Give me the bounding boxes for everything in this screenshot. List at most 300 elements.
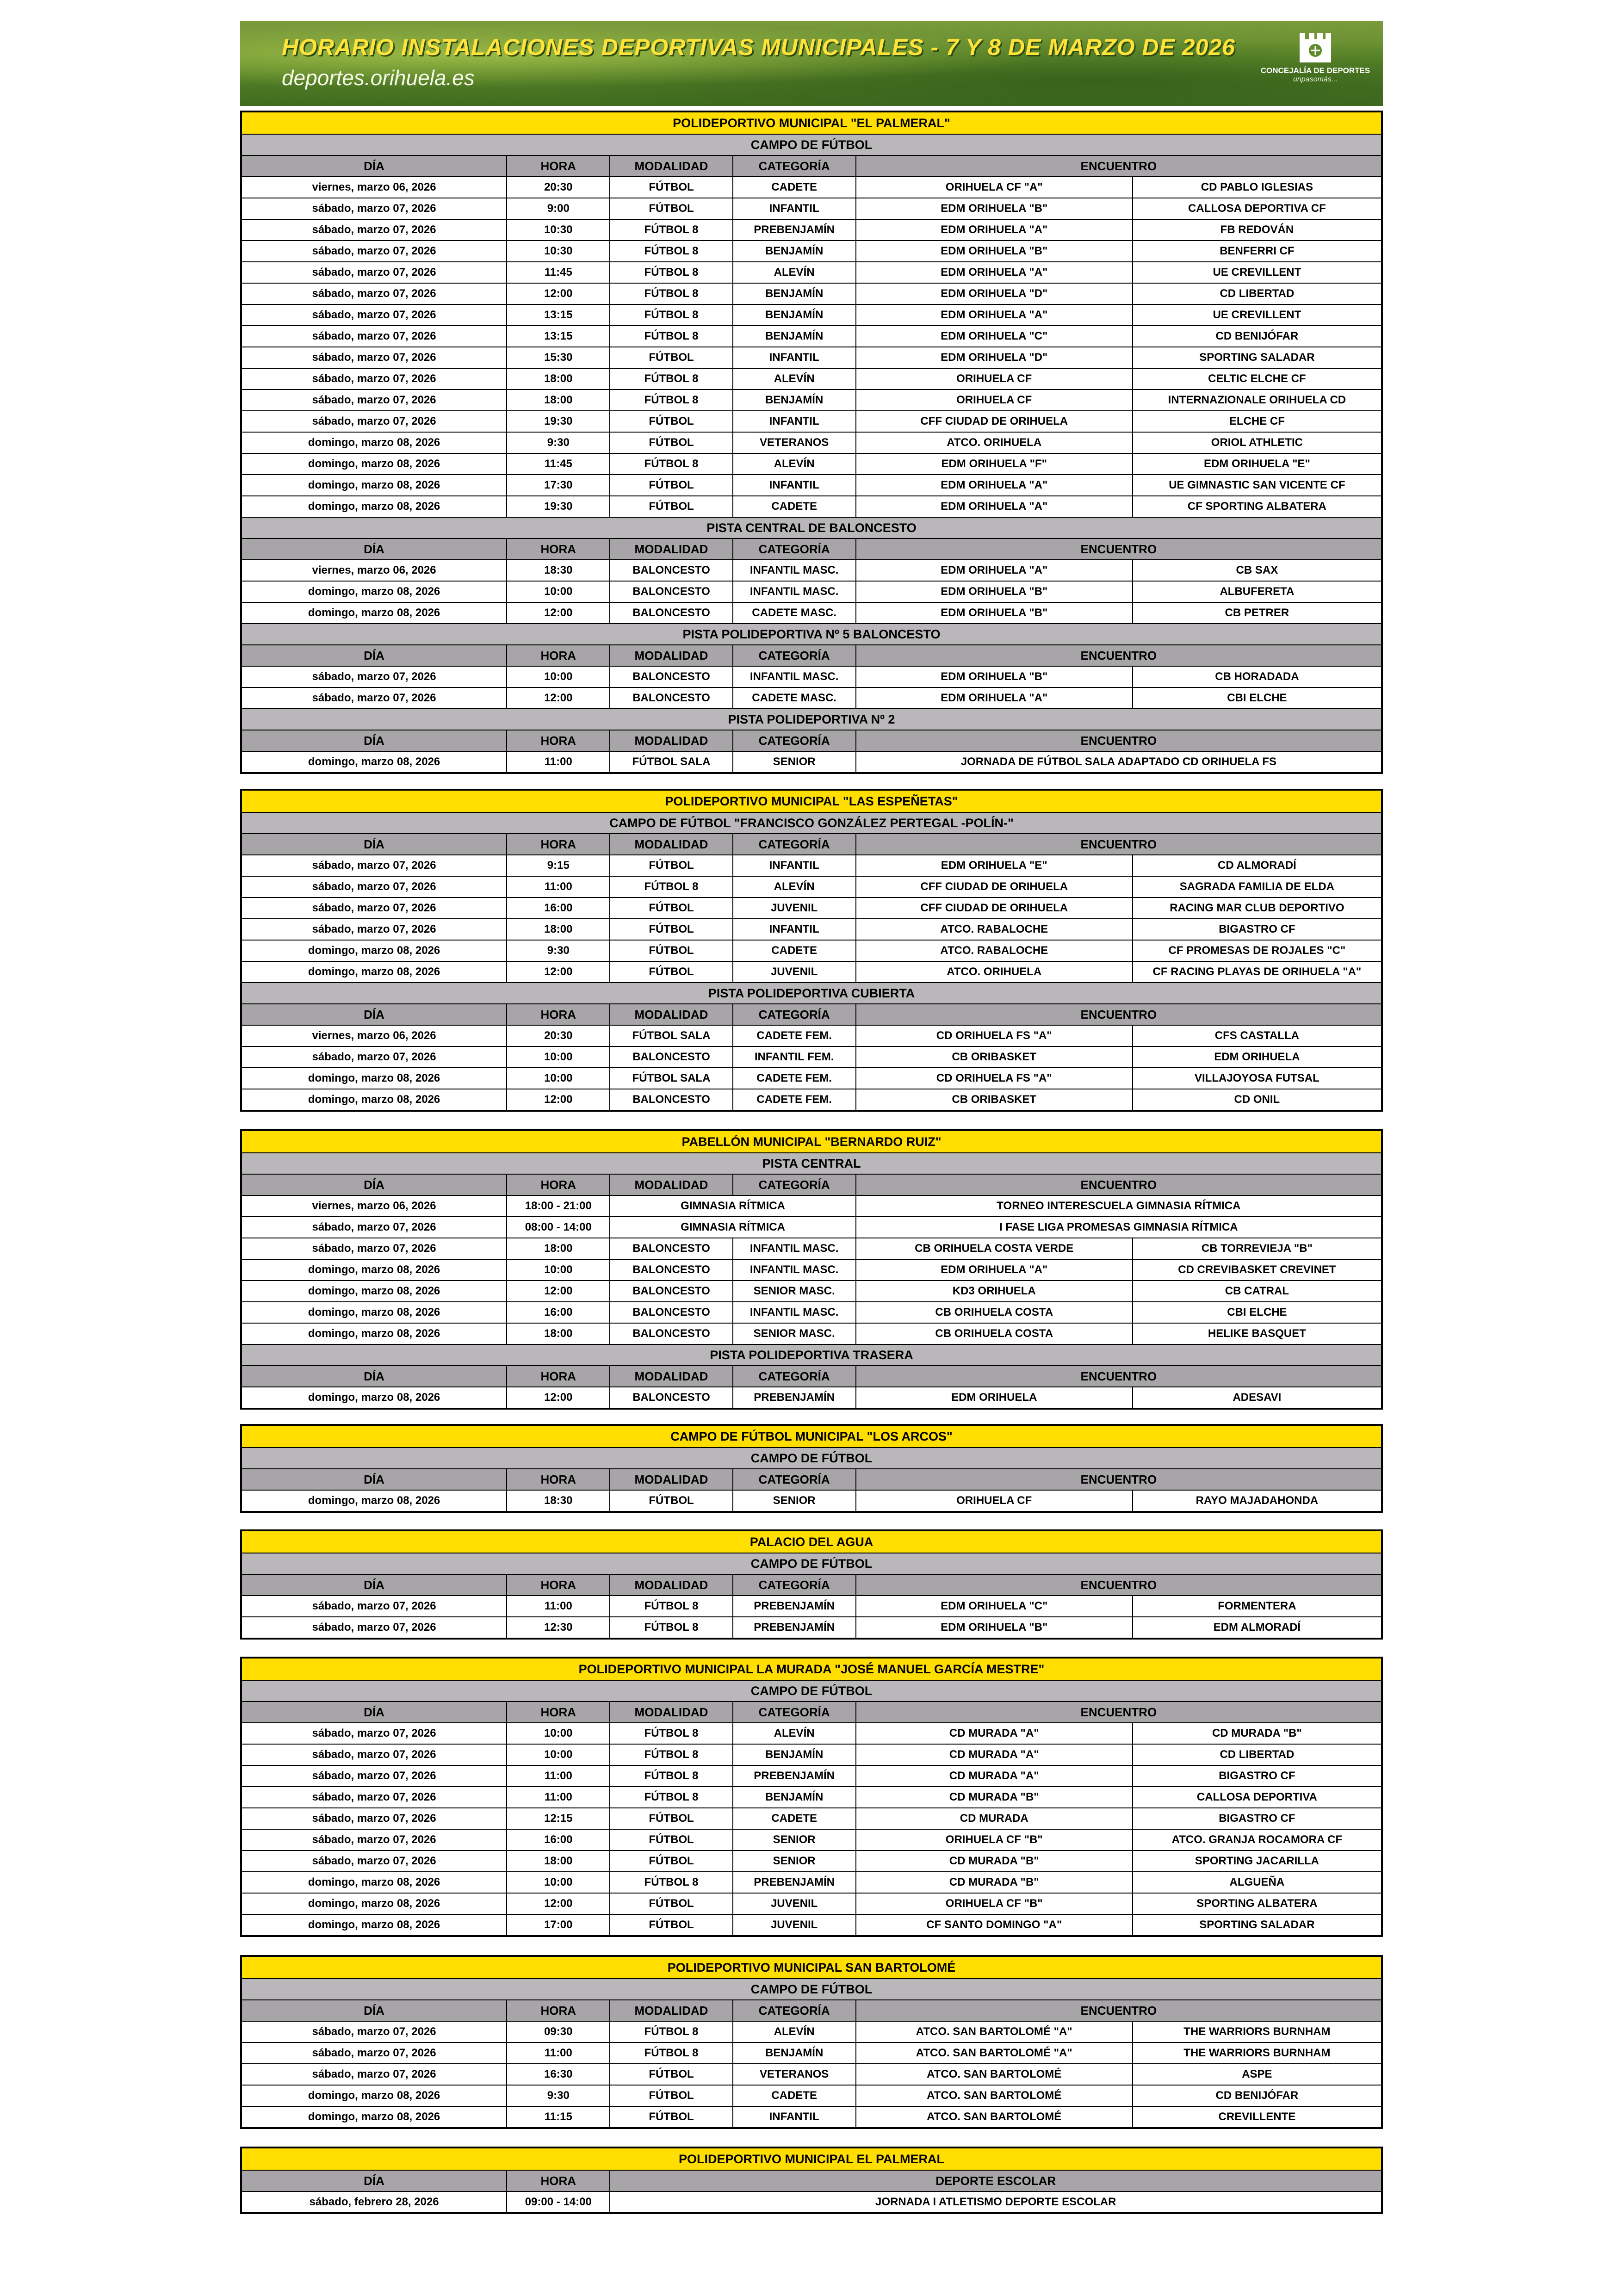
day-cell: sábado, marzo 07, 2026: [312, 1748, 436, 1761]
schedule-row: [242, 347, 1381, 368]
category-cell: ALEVÍN: [732, 2022, 855, 2042]
schedule-row: [242, 1089, 1381, 1110]
away-team-cell: EDM ALMORADÍ: [1132, 1617, 1381, 1638]
day-cell: sábado, febrero 28, 2026: [309, 2196, 439, 2208]
schedule-row: [242, 432, 1381, 453]
day-cell: sábado, marzo 07, 2026: [312, 372, 436, 385]
category-cell: CADETE: [732, 2086, 855, 2106]
away-team-cell: CD CREVIBASKET CREVINET: [1132, 1260, 1381, 1280]
day-cell: sábado, marzo 07, 2026: [312, 670, 436, 683]
header-category: CATEGORÍA: [732, 1575, 855, 1595]
schedule-row: [242, 940, 1381, 961]
home-team-cell: EDM ORIHUELA "D": [855, 347, 1132, 368]
day-cell: sábado, marzo 07, 2026: [312, 692, 436, 704]
day-cell: sábado, marzo 07, 2026: [312, 1770, 436, 1782]
away-team-cell: CB PETRER: [1132, 603, 1381, 623]
schedule-row: [242, 1386, 1381, 1408]
schedule-row: [242, 1216, 1381, 1238]
column-header-row: [242, 1003, 1381, 1025]
schedule-row: [242, 2021, 1381, 2042]
sport-cell: FÚTBOL 8: [609, 2022, 732, 2042]
page-title: HORARIO INSTALACIONES DEPORTIVAS MUNICIPALES - 7 Y 8 DE MARZO DE 2026: [282, 34, 1235, 60]
schedule-row: [242, 602, 1381, 623]
schedule-row: [242, 1025, 1381, 1046]
sport-cell: FÚTBOL 8: [609, 1766, 732, 1786]
header-day: DÍA: [364, 1472, 384, 1486]
header-match: ENCUENTRO: [855, 1702, 1381, 1722]
header-sport: MODALIDAD: [609, 1366, 732, 1386]
sport-cell: FÚTBOL: [609, 2107, 732, 2127]
sport-cell: BALONCESTO: [609, 1238, 732, 1259]
away-team-cell: ALGUEÑA: [1132, 1872, 1381, 1893]
section-title: [242, 1344, 1381, 1365]
venue-name: POLIDEPORTIVO MUNICIPAL "EL PALMERAL": [673, 116, 950, 130]
home-team-cell: ORIHUELA CF: [855, 369, 1132, 389]
event-cell: JORNADA DE FÚTBOL SALA ADAPTADO CD ORIHUELA FS: [855, 752, 1381, 772]
schedule-row: [242, 219, 1381, 240]
time-cell: 10:00: [506, 1068, 609, 1089]
department-logo: [1260, 29, 1371, 99]
header-event: DEPORTE ESCOLAR: [609, 2171, 1381, 2191]
day-cell: sábado, marzo 07, 2026: [312, 1600, 436, 1612]
header-sport: MODALIDAD: [609, 730, 732, 751]
header-day: DÍA: [364, 837, 384, 851]
category-cell: BENJAMÍN: [732, 1745, 855, 1765]
home-team-cell: EDM ORIHUELA "A": [855, 688, 1132, 708]
schedule-row: [242, 2042, 1381, 2063]
time-cell: 08:00 - 14:00: [506, 1217, 609, 1238]
schedule-row: [242, 261, 1381, 283]
time-cell: 10:00: [506, 1745, 609, 1765]
day-cell: sábado, marzo 07, 2026: [312, 2068, 436, 2080]
category-cell: CADETE: [732, 1808, 855, 1829]
sport-cell: BALONCESTO: [609, 560, 732, 581]
home-team-cell: EDM ORIHUELA "A": [855, 305, 1132, 325]
sport-cell: FÚTBOL 8: [609, 262, 732, 283]
header-sport: MODALIDAD: [609, 1702, 732, 1722]
column-header-row: [242, 1701, 1381, 1722]
day-cell: domingo, marzo 08, 2026: [308, 1285, 440, 1297]
time-cell: 18:00: [506, 1851, 609, 1871]
header-day: DÍA: [364, 1705, 384, 1719]
time-cell: 13:15: [506, 305, 609, 325]
venue-table: [240, 111, 1383, 774]
schedule-row: [242, 368, 1381, 389]
section-title: [242, 134, 1381, 155]
schedule-row: [242, 2191, 1381, 2212]
away-team-cell: ORIOL ATHLETIC: [1132, 433, 1381, 453]
away-team-cell: CF SPORTING ALBATERA: [1132, 496, 1381, 517]
day-cell: sábado, marzo 07, 2026: [312, 415, 436, 427]
away-team-cell: CD BENIJÓFAR: [1132, 2086, 1381, 2106]
home-team-cell: CD MURADA "B": [855, 1872, 1132, 1893]
schedule-row: [242, 1046, 1381, 1067]
header-category: CATEGORÍA: [732, 1004, 855, 1025]
away-team-cell: ELCHE CF: [1132, 411, 1381, 432]
schedule-row: [242, 1301, 1381, 1323]
schedule-row: [242, 325, 1381, 347]
category-cell: BENJAMÍN: [732, 1787, 855, 1807]
away-team-cell: CD MURADA "B": [1132, 1723, 1381, 1744]
header-match: ENCUENTRO: [855, 1175, 1381, 1195]
header-match: ENCUENTRO: [855, 1469, 1381, 1490]
category-cell: INFANTIL: [732, 855, 855, 876]
sport-cell: FÚTBOL: [609, 1491, 732, 1511]
away-team-cell: SPORTING SALADAR: [1132, 1915, 1381, 1935]
day-cell: sábado, marzo 07, 2026: [312, 1621, 436, 1634]
away-team-cell: CBI ELCHE: [1132, 1302, 1381, 1323]
day-cell: sábado, marzo 07, 2026: [312, 223, 436, 236]
day-cell: sábado, marzo 07, 2026: [312, 2047, 436, 2059]
category-cell: INFANTIL MASC.: [732, 560, 855, 581]
category-cell: CADETE FEM.: [732, 1068, 855, 1089]
sport-cell: FÚTBOL: [609, 1894, 732, 1914]
schedule-row: [242, 1765, 1381, 1786]
home-team-cell: EDM ORIHUELA "E": [855, 855, 1132, 876]
time-cell: 10:30: [506, 241, 609, 261]
home-team-cell: CB ORIBASKET: [855, 1047, 1132, 1067]
section-name: CAMPO DE FÚTBOL: [750, 1683, 873, 1698]
section-title: [242, 1553, 1381, 1574]
home-team-cell: ATCO. SAN BARTOLOMÉ: [855, 2107, 1132, 2127]
category-cell: JUVENIL: [732, 898, 855, 918]
category-cell: INFANTIL MASC.: [732, 582, 855, 602]
day-cell: domingo, marzo 08, 2026: [308, 1072, 440, 1084]
home-team-cell: ATCO. SAN BARTOLOMÉ: [855, 2086, 1132, 2106]
schedule-row: [242, 1195, 1381, 1216]
section-title: [242, 708, 1381, 730]
schedule-row: [242, 283, 1381, 304]
category-cell: BENJAMÍN: [732, 390, 855, 410]
sport-cell: FÚTBOL: [609, 2064, 732, 2085]
sport-cell: FÚTBOL 8: [609, 1745, 732, 1765]
column-header-row: [242, 730, 1381, 751]
day-cell: domingo, marzo 08, 2026: [308, 606, 440, 619]
header-time: HORA: [506, 1004, 609, 1025]
time-cell: 10:30: [506, 220, 609, 240]
header-time: HORA: [506, 1366, 609, 1386]
home-team-cell: EDM ORIHUELA "A": [855, 496, 1132, 517]
column-header-row: [242, 155, 1381, 176]
time-cell: 18:30: [506, 1491, 609, 1511]
day-cell: domingo, marzo 08, 2026: [308, 436, 440, 449]
category-cell: ALEVÍN: [732, 454, 855, 474]
sport-cell: FÚTBOL 8: [609, 1617, 732, 1638]
venue-table: [240, 1424, 1383, 1513]
away-team-cell: HELIKE BASQUET: [1132, 1324, 1381, 1344]
category-cell: INFANTIL: [732, 919, 855, 940]
home-team-cell: CFF CIUDAD DE ORIHUELA: [855, 898, 1132, 918]
header-sport: MODALIDAD: [609, 539, 732, 559]
time-cell: 09:30: [506, 2022, 609, 2042]
day-cell: sábado, marzo 07, 2026: [312, 2025, 436, 2038]
event-cell: TORNEO INTERESCUELA GIMNASIA RÍTMICA: [855, 1196, 1381, 1216]
schedule-row: [242, 304, 1381, 325]
day-cell: sábado, marzo 07, 2026: [312, 1791, 436, 1803]
header-category: CATEGORÍA: [732, 2000, 855, 2021]
time-cell: 9:30: [506, 433, 609, 453]
home-team-cell: ATCO. ORIHUELA: [855, 962, 1132, 982]
sport-cell: FÚTBOL 8: [609, 220, 732, 240]
header-sport: MODALIDAD: [609, 834, 732, 854]
day-cell: viernes, marzo 06, 2026: [312, 1029, 436, 1042]
category-cell: PREBENJAMÍN: [732, 1766, 855, 1786]
away-team-cell: CD PABLO IGLESIAS: [1132, 177, 1381, 198]
away-team-cell: SPORTING JACARILLA: [1132, 1851, 1381, 1871]
time-cell: 12:00: [506, 962, 609, 982]
section-title: [242, 1152, 1381, 1174]
category-cell: INFANTIL MASC.: [732, 1260, 855, 1280]
category-cell: PREBENJAMÍN: [732, 1596, 855, 1616]
category-cell: CADETE: [732, 496, 855, 517]
home-team-cell: ATCO. SAN BARTOLOMÉ "A": [855, 2022, 1132, 2042]
time-cell: 18:00: [506, 390, 609, 410]
time-cell: 12:00: [506, 1387, 609, 1408]
section-title: [242, 623, 1381, 644]
schedule-row: [242, 687, 1381, 708]
away-team-cell: ALBUFERETA: [1132, 582, 1381, 602]
section-title: [242, 1978, 1381, 1999]
header-day: DÍA: [364, 1578, 384, 1592]
category-cell: INFANTIL MASC.: [732, 1238, 855, 1259]
venue-title: [242, 1531, 1381, 1553]
category-cell: CADETE: [732, 941, 855, 961]
header-day: DÍA: [364, 2003, 384, 2018]
home-team-cell: ATCO. RABALOCHE: [855, 941, 1132, 961]
castle-icon: [1296, 29, 1335, 64]
time-cell: 12:00: [506, 1894, 609, 1914]
home-team-cell: CB ORIHUELA COSTA: [855, 1302, 1132, 1323]
column-header-row: [242, 1999, 1381, 2021]
logo-slogan: unpasomás...: [1293, 75, 1338, 83]
away-team-cell: SPORTING SALADAR: [1132, 347, 1381, 368]
home-team-cell: CD MURADA "B": [855, 1851, 1132, 1871]
away-team-cell: UE GIMNASTIC SAN VICENTE CF: [1132, 475, 1381, 495]
sport-cell: GIMNASIA RÍTMICA: [609, 1196, 855, 1216]
sport-cell: FÚTBOL SALA: [609, 1068, 732, 1089]
venue-title: [242, 112, 1381, 134]
away-team-cell: FORMENTERA: [1132, 1596, 1381, 1616]
sport-cell: FÚTBOL: [609, 433, 732, 453]
away-team-cell: THE WARRIORS BURNHAM: [1132, 2043, 1381, 2063]
home-team-cell: EDM ORIHUELA "B": [855, 667, 1132, 687]
time-cell: 09:00 - 14:00: [506, 2192, 609, 2212]
category-cell: SENIOR: [732, 1851, 855, 1871]
header-match: ENCUENTRO: [855, 730, 1381, 751]
schedule-row: [242, 559, 1381, 581]
sport-cell: BALONCESTO: [609, 603, 732, 623]
time-cell: 12:00: [506, 603, 609, 623]
time-cell: 16:30: [506, 2064, 609, 2085]
day-cell: sábado, marzo 07, 2026: [312, 1051, 436, 1063]
home-team-cell: EDM ORIHUELA "A": [855, 560, 1132, 581]
section-name: PISTA POLIDEPORTIVA TRASERA: [710, 1348, 913, 1362]
away-team-cell: SPORTING ALBATERA: [1132, 1894, 1381, 1914]
day-cell: domingo, marzo 08, 2026: [308, 500, 440, 513]
header-time: HORA: [506, 1575, 609, 1595]
away-team-cell: SAGRADA FAMILIA DE ELDA: [1132, 877, 1381, 897]
time-cell: 9:00: [506, 198, 609, 219]
header-match: ENCUENTRO: [855, 645, 1381, 666]
day-cell: domingo, marzo 08, 2026: [308, 1306, 440, 1318]
sport-cell: BALONCESTO: [609, 1387, 732, 1408]
sport-cell: BALONCESTO: [609, 1047, 732, 1067]
schedule-row: [242, 1238, 1381, 1259]
home-team-cell: CD MURADA "B": [855, 1787, 1132, 1807]
category-cell: PREBENJAMÍN: [732, 1387, 855, 1408]
sport-cell: FÚTBOL 8: [609, 241, 732, 261]
sport-cell: GIMNASIA RÍTMICA: [609, 1217, 855, 1238]
category-cell: INFANTIL MASC.: [732, 1302, 855, 1323]
home-team-cell: EDM ORIHUELA "F": [855, 454, 1132, 474]
column-header-row: [242, 2170, 1381, 2191]
schedule-row: [242, 876, 1381, 897]
sport-cell: FÚTBOL 8: [609, 326, 732, 347]
venue-name: PALACIO DEL AGUA: [750, 1535, 873, 1549]
away-team-cell: CREVILLENTE: [1132, 2107, 1381, 2127]
schedule-row: [242, 1067, 1381, 1089]
header-sport: MODALIDAD: [609, 156, 732, 176]
away-team-cell: INTERNAZIONALE ORIHUELA CD: [1132, 390, 1381, 410]
category-cell: BENJAMÍN: [732, 284, 855, 304]
home-team-cell: EDM ORIHUELA "B": [855, 603, 1132, 623]
time-cell: 16:00: [506, 1302, 609, 1323]
schedule-row: [242, 751, 1381, 772]
day-cell: sábado, marzo 07, 2026: [312, 202, 436, 215]
sport-cell: BALONCESTO: [609, 1089, 732, 1110]
away-team-cell: BIGASTRO CF: [1132, 919, 1381, 940]
header-time: HORA: [506, 2171, 609, 2191]
section-name: CAMPO DE FÚTBOL: [750, 1556, 873, 1571]
header-time: HORA: [506, 645, 609, 666]
time-cell: 10:00: [506, 1872, 609, 1893]
home-team-cell: ORIHUELA CF: [855, 1491, 1132, 1511]
away-team-cell: CB TORREVIEJA "B": [1132, 1238, 1381, 1259]
sport-cell: FÚTBOL: [609, 898, 732, 918]
section-name: PISTA POLIDEPORTIVA CUBIERTA: [708, 986, 915, 1000]
time-cell: 18:00: [506, 919, 609, 940]
time-cell: 17:30: [506, 475, 609, 495]
time-cell: 11:15: [506, 2107, 609, 2127]
sport-cell: FÚTBOL 8: [609, 1723, 732, 1744]
sport-cell: FÚTBOL 8: [609, 284, 732, 304]
sport-cell: FÚTBOL 8: [609, 1787, 732, 1807]
day-cell: sábado, marzo 07, 2026: [312, 1727, 436, 1739]
day-cell: domingo, marzo 08, 2026: [308, 1263, 440, 1276]
home-team-cell: CD MURADA: [855, 1808, 1132, 1829]
header-category: CATEGORÍA: [732, 1175, 855, 1195]
time-cell: 11:00: [506, 2043, 609, 2063]
away-team-cell: BENFERRI CF: [1132, 241, 1381, 261]
header-day: DÍA: [364, 1177, 384, 1192]
category-cell: CADETE MASC.: [732, 688, 855, 708]
day-cell: viernes, marzo 06, 2026: [312, 564, 436, 576]
time-cell: 12:00: [506, 1089, 609, 1110]
header-time: HORA: [506, 1702, 609, 1722]
day-cell: sábado, marzo 07, 2026: [312, 266, 436, 278]
time-cell: 20:30: [506, 1026, 609, 1046]
schedule-row: [242, 474, 1381, 495]
venue-name: POLIDEPORTIVO MUNICIPAL EL PALMERAL: [678, 2152, 945, 2166]
header-sport: MODALIDAD: [609, 645, 732, 666]
home-team-cell: EDM ORIHUELA "A": [855, 1260, 1132, 1280]
section-name: PISTA POLIDEPORTIVA Nº 2: [728, 712, 895, 726]
sport-cell: FÚTBOL: [609, 1851, 732, 1871]
sport-cell: BALONCESTO: [609, 1302, 732, 1323]
sport-cell: FÚTBOL: [609, 1830, 732, 1850]
category-cell: ALEVÍN: [732, 369, 855, 389]
home-team-cell: ORIHUELA CF "B": [855, 1830, 1132, 1850]
time-cell: 16:00: [506, 1830, 609, 1850]
home-team-cell: EDM ORIHUELA "C": [855, 1596, 1132, 1616]
header-banner: [240, 21, 1383, 106]
venue-name: POLIDEPORTIVO MUNICIPAL LA MURADA "JOSÉ MANUEL GARCÍA MESTRE": [578, 1662, 1045, 1676]
time-cell: 10:00: [506, 667, 609, 687]
away-team-cell: CF RACING PLAYAS DE ORIHUELA "A": [1132, 962, 1381, 982]
home-team-cell: EDM ORIHUELA "B": [855, 198, 1132, 219]
time-cell: 17:00: [506, 1915, 609, 1935]
sport-cell: BALONCESTO: [609, 1281, 732, 1301]
home-team-cell: CD MURADA "A": [855, 1766, 1132, 1786]
venue-table: [240, 1955, 1383, 2129]
category-cell: PREBENJAMÍN: [732, 1872, 855, 1893]
day-cell: sábado, marzo 07, 2026: [312, 351, 436, 364]
sport-cell: FÚTBOL: [609, 1808, 732, 1829]
home-team-cell: EDM ORIHUELA "B": [855, 1617, 1132, 1638]
section-name: CAMPO DE FÚTBOL "FRANCISCO GONZÁLEZ PERTEGAL -POLÍN-": [609, 816, 1014, 830]
venue-title: [242, 2148, 1381, 2170]
home-team-cell: EDM ORIHUELA "B": [855, 582, 1132, 602]
schedule-row: [242, 1786, 1381, 1807]
header-category: CATEGORÍA: [732, 539, 855, 559]
schedule-row: [242, 1829, 1381, 1850]
time-cell: 12:15: [506, 1808, 609, 1829]
header-day: DÍA: [364, 159, 384, 173]
time-cell: 18:30: [506, 560, 609, 581]
sport-cell: FÚTBOL SALA: [609, 1026, 732, 1046]
time-cell: 12:00: [506, 1281, 609, 1301]
header-category: CATEGORÍA: [732, 645, 855, 666]
away-team-cell: RAYO MAJADAHONDA: [1132, 1491, 1381, 1511]
home-team-cell: ORIHUELA CF "B": [855, 1894, 1132, 1914]
header-category: CATEGORÍA: [732, 156, 855, 176]
category-cell: SENIOR: [732, 1830, 855, 1850]
schedule-row: [242, 2085, 1381, 2106]
home-team-cell: CFF CIUDAD DE ORIHUELA: [855, 411, 1132, 432]
section-title: [242, 1680, 1381, 1701]
schedule-row: [242, 453, 1381, 474]
away-team-cell: FB REDOVÁN: [1132, 220, 1381, 240]
schedule-row: [242, 2063, 1381, 2085]
sport-cell: FÚTBOL 8: [609, 1872, 732, 1893]
category-cell: ALEVÍN: [732, 877, 855, 897]
section-title: [242, 982, 1381, 1003]
day-cell: domingo, marzo 08, 2026: [308, 1494, 440, 1507]
day-cell: sábado, marzo 07, 2026: [312, 1242, 436, 1255]
away-team-cell: CB HORADADA: [1132, 667, 1381, 687]
home-team-cell: KD3 ORIHUELA: [855, 1281, 1132, 1301]
sport-cell: BALONCESTO: [609, 582, 732, 602]
home-team-cell: EDM ORIHUELA "A": [855, 475, 1132, 495]
day-cell: sábado, marzo 07, 2026: [312, 880, 436, 893]
away-team-cell: UE CREVILLENT: [1132, 305, 1381, 325]
away-team-cell: CD LIBERTAD: [1132, 1745, 1381, 1765]
schedule-row: [242, 1280, 1381, 1301]
time-cell: 11:00: [506, 1766, 609, 1786]
category-cell: JUVENIL: [732, 1894, 855, 1914]
header-time: HORA: [506, 156, 609, 176]
schedule-row: [242, 1259, 1381, 1280]
